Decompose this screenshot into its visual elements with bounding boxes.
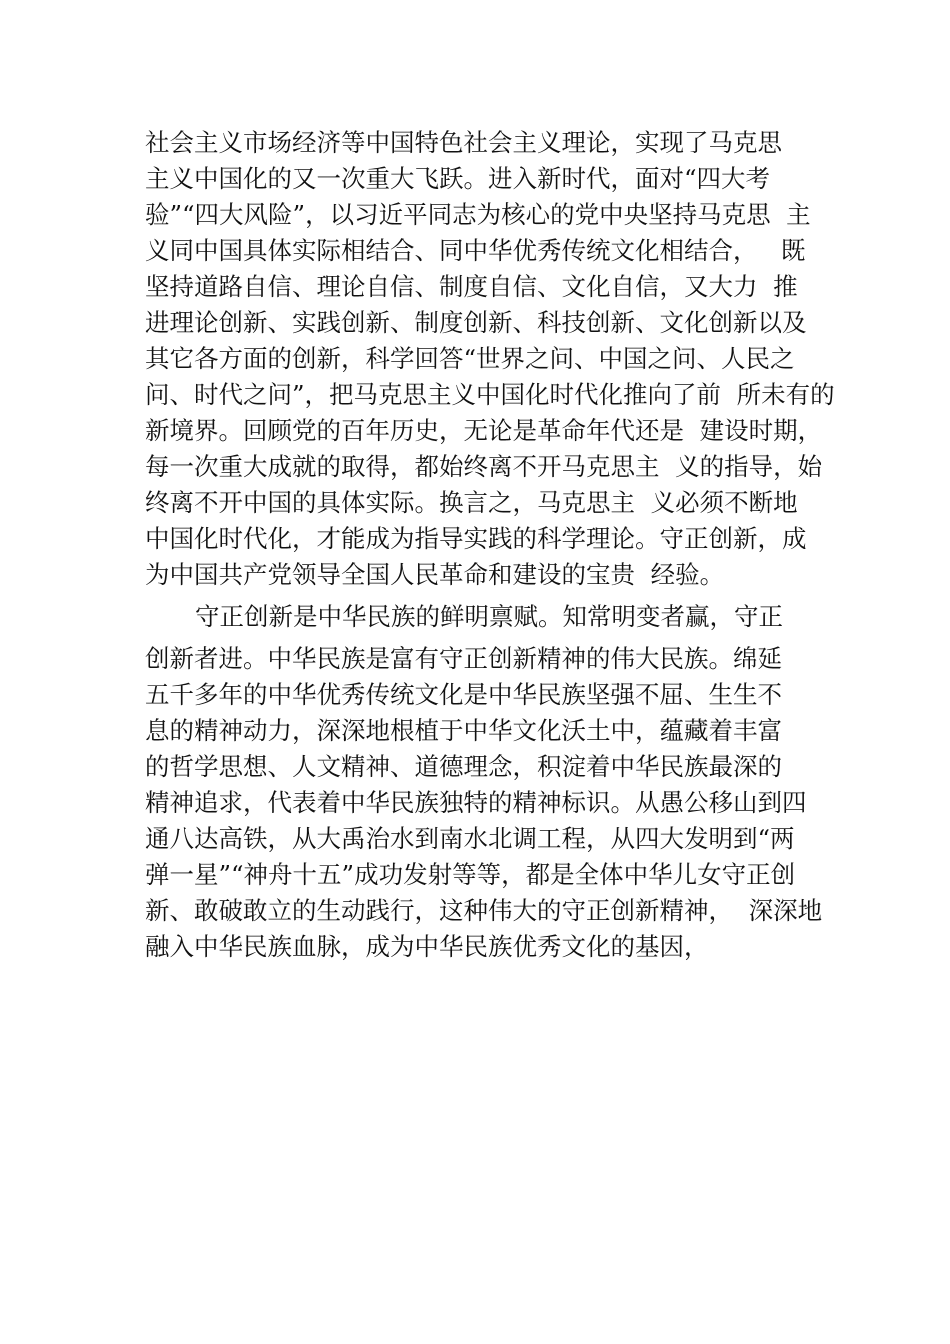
text-line: 中国化时代化，才能成为指导实践的科学理论。守正创新，成	[145, 524, 807, 553]
text-line: 息的精神动力，深深地根植于中华文化沃土中，蕴藏着丰富	[145, 716, 782, 745]
text-line: 新、敢破敢立的生动践行，这种伟大的守正创新精神， 深深地	[145, 896, 823, 925]
text-line: 五千多年的中华优秀传统文化是中华民族坚强不屈、生生不	[145, 680, 782, 709]
text-line: 坚持道路自信、理论自信、制度自信、文化自信，又大力 推	[145, 272, 798, 301]
text-line: 社会主义市场经济等中国特色社会主义理论，实现了马克思	[145, 128, 782, 157]
text-line: 新境界。回顾党的百年历史，无论是革命年代还是 建设时期，	[145, 416, 823, 445]
text-line: 终离不开中国的具体实际。换言之，马克思主 义必须不断地	[145, 488, 798, 517]
text-line: 通八达高铁，从大禹治水到南水北调工程，从四大发明到“两	[145, 824, 795, 853]
text-line: 进理论创新、实践创新、制度创新、科技创新、文化创新以及	[145, 308, 807, 337]
text-line: 弹一星”“神舟十五”成功发射等等，都是全体中华儿女守正创	[145, 860, 796, 889]
text-line: 的哲学思想、人文精神、道德理念，积淀着中华民族最深的	[145, 752, 782, 781]
text-line: 创新者进。中华民族是富有守正创新精神的伟大民族。绵延	[145, 644, 782, 673]
text-line: 其它各方面的创新，科学回答“世界之问、中国之问、人民之	[145, 344, 795, 373]
text-line: 义同中国具体实际相结合、同中华优秀传统文化相结合， 既	[145, 236, 806, 265]
text-line: 主义中国化的又一次重大飞跃。进入新时代，面对“四大考	[145, 164, 771, 193]
text-line: 验”“四大风险”，以习近平同志为核心的党中央坚持马克思 主	[145, 200, 811, 229]
text-line: 融入中华民族血脉，成为中华民族优秀文化的基因，	[145, 932, 709, 961]
text-line: 精神追求，代表着中华民族独特的精神标识。从愚公移山到四	[145, 788, 807, 817]
text-line: 为中国共产党领导全国人民革命和建设的宝贵 经验。	[145, 560, 725, 589]
text-line: 问、时代之问”，把马克思主义中国化时代化推向了前 所未有的	[145, 380, 835, 409]
paragraph-first-line: 守正创新是中华民族的鲜明禀赋。知常明变者赢，守正	[195, 602, 783, 631]
text-line: 每一次重大成就的取得，都始终离不开马克思主 义的指导，始	[145, 452, 823, 481]
